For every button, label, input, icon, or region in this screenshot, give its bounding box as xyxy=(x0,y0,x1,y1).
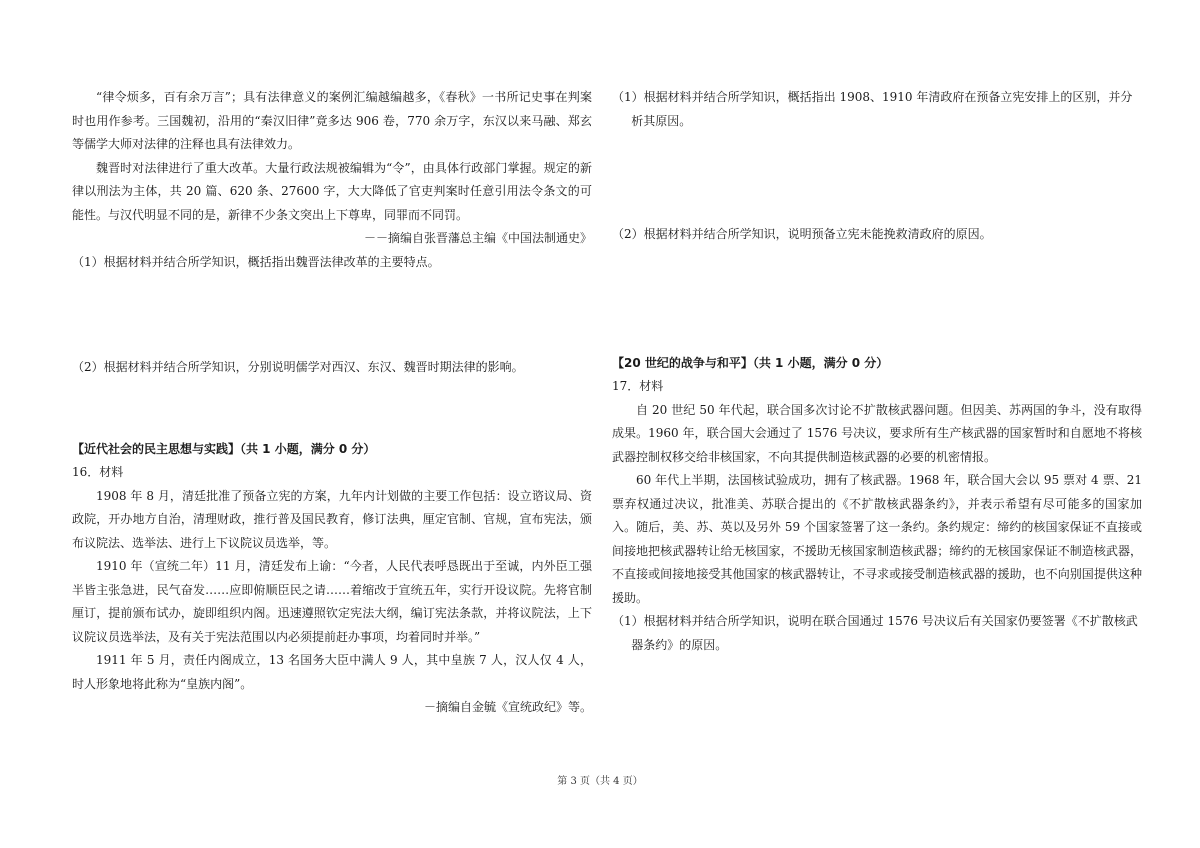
section-title-war-and-peace: 【20 世纪的战争与和平】（共 1 小题，满分 0 分） xyxy=(612,355,889,370)
intro-paragraph-2: 魏晋时对法律进行了重大改革。大量行政法规被编辑为“令”，由具体行政部门掌握。规定的新律以刑法为主体，共 20 篇、620 条、27600 字，大大降低了官吏判案时任意引用法令条文的可能性。与汉代明显不同的是，新律不少条文突出上下尊卑，同罪而不同罚。 xyxy=(72,160,592,222)
intro-paragraph-1: “律令烦多，百有余万言”；具有法律意义的案例汇编越编越多，《春秋》一书所记史事在判案时也用作参考。三国魏初，沿用的“秦汉旧律”竟多达 906 卷，770 余万字，东汉以来马融、郑玄等儒学大师对法律的注释也具有法律效力。 xyxy=(72,90,592,151)
q16-material-paragraph-1: 1908 年 8 月，清廷批准了预备立宪的方案，九年内计划做的主要工作包括：设立谘议局、资政院，开办地方自治，清理财政，推行普及国民教育，修订法典，厘定官制、官规，宣布宪法，颁布议院法、选举法、进行上下议院议员选举，等。 xyxy=(72,488,592,550)
right-column xyxy=(612,86,1142,657)
q17-material-paragraph-1: 自 20 世纪 50 年代起，联合国多次讨论不扩散核武器问题。但因美、苏两国的争斗，没有取得成果。1960 年，联合国大会通过了 1576 号决议，要求所有生产核武器的国家暂时和自愿地不将核武器控制权移交给非核国家，不向其提供制造核武器的必要的机密情报。 xyxy=(612,402,1142,464)
answer-space-16-2 xyxy=(612,247,1142,352)
question-17-1: （1）根据材料并结合所学知识，说明在联合国通过 1576 号决议后有关国家仍要签署《不扩散核武器条约》的原因。 xyxy=(612,614,1138,652)
question-16-2: （2）根据材料并结合所学知识，说明预备立宪未能挽救清政府的原因。 xyxy=(612,227,992,241)
answer-space-16-1 xyxy=(612,133,1142,223)
answer-space-15-1 xyxy=(72,274,592,356)
source-citation-2: －摘编自金毓《宣统政纪》等。 xyxy=(423,700,592,714)
answer-space-15-2 xyxy=(72,380,592,438)
question-16-1: （1）根据材料并结合所学知识，概括指出 1908、1910 年清政府在预备立宪安排上的区别，并分析其原因。 xyxy=(612,90,1133,128)
question-16-number: 16．材料 xyxy=(72,465,124,479)
source-citation-1: －－摘编自张晋藩总主编《中国法制通史》 xyxy=(363,231,592,245)
left-column xyxy=(72,86,592,720)
q17-material-paragraph-2: 60 年代上半期，法国核试验成功，拥有了核武器。1968 年，联合国大会以 95 票对 4 票、21 票弃权通过决议，批准美、苏联合提出的《不扩散核武器条约》，并表示希望有尽可能多的国家加入。随后，美、苏、英以及另外 59 个国家签署了这一条约。条约规定：缔约的核国家保证不直接或间接地把核武器转让给无核国家，不援助无核国家制造核武器；缔约的无核国家保证不制造核武器，不直接或间接地接受其他国家的核武器转让，不寻求或接受制造核武器的援助，也不向别国提供这种援助。 xyxy=(612,473,1142,605)
q16-material-paragraph-3: 1911 年 5 月，责任内阁成立，13 名国务大臣中满人 9 人，其中皇族 7 人，汉人仅 4 人，时人形象地将此称为“皇族内阁”。 xyxy=(72,653,592,691)
question-17-number: 17．材料 xyxy=(612,379,664,393)
q16-material-paragraph-2: 1910 年（宣统二年）11 月，清廷发布上谕：“今者，人民代表呼恳既出于至诚，内外臣工强半皆主张急进，民气奋发……应即俯顺臣民之请……着缩改于宣统五年，实行开设议院。先将官制厘订，提前颁布试办，旋即组织内阁。迅速遵照钦定宪法大纲，编订宪法条款，并将议院法，上下议院议员选举法，及有关于宪法范围以内必须提前赶办事项，均着同时并举。” xyxy=(72,559,592,644)
question-15-1: （1）根据材料并结合所学知识，概括指出魏晋法律改革的主要特点。 xyxy=(72,254,440,269)
section-title-modern-democracy: 【近代社会的民主思想与实践】（共 1 小题，满分 0 分） xyxy=(72,441,376,456)
question-15-2: （2）根据材料并结合所学知识，分别说明儒学对西汉、东汉、魏晋时期法律的影响。 xyxy=(72,360,524,374)
page-footer: 第 3 页（共 4 页） xyxy=(557,776,643,787)
